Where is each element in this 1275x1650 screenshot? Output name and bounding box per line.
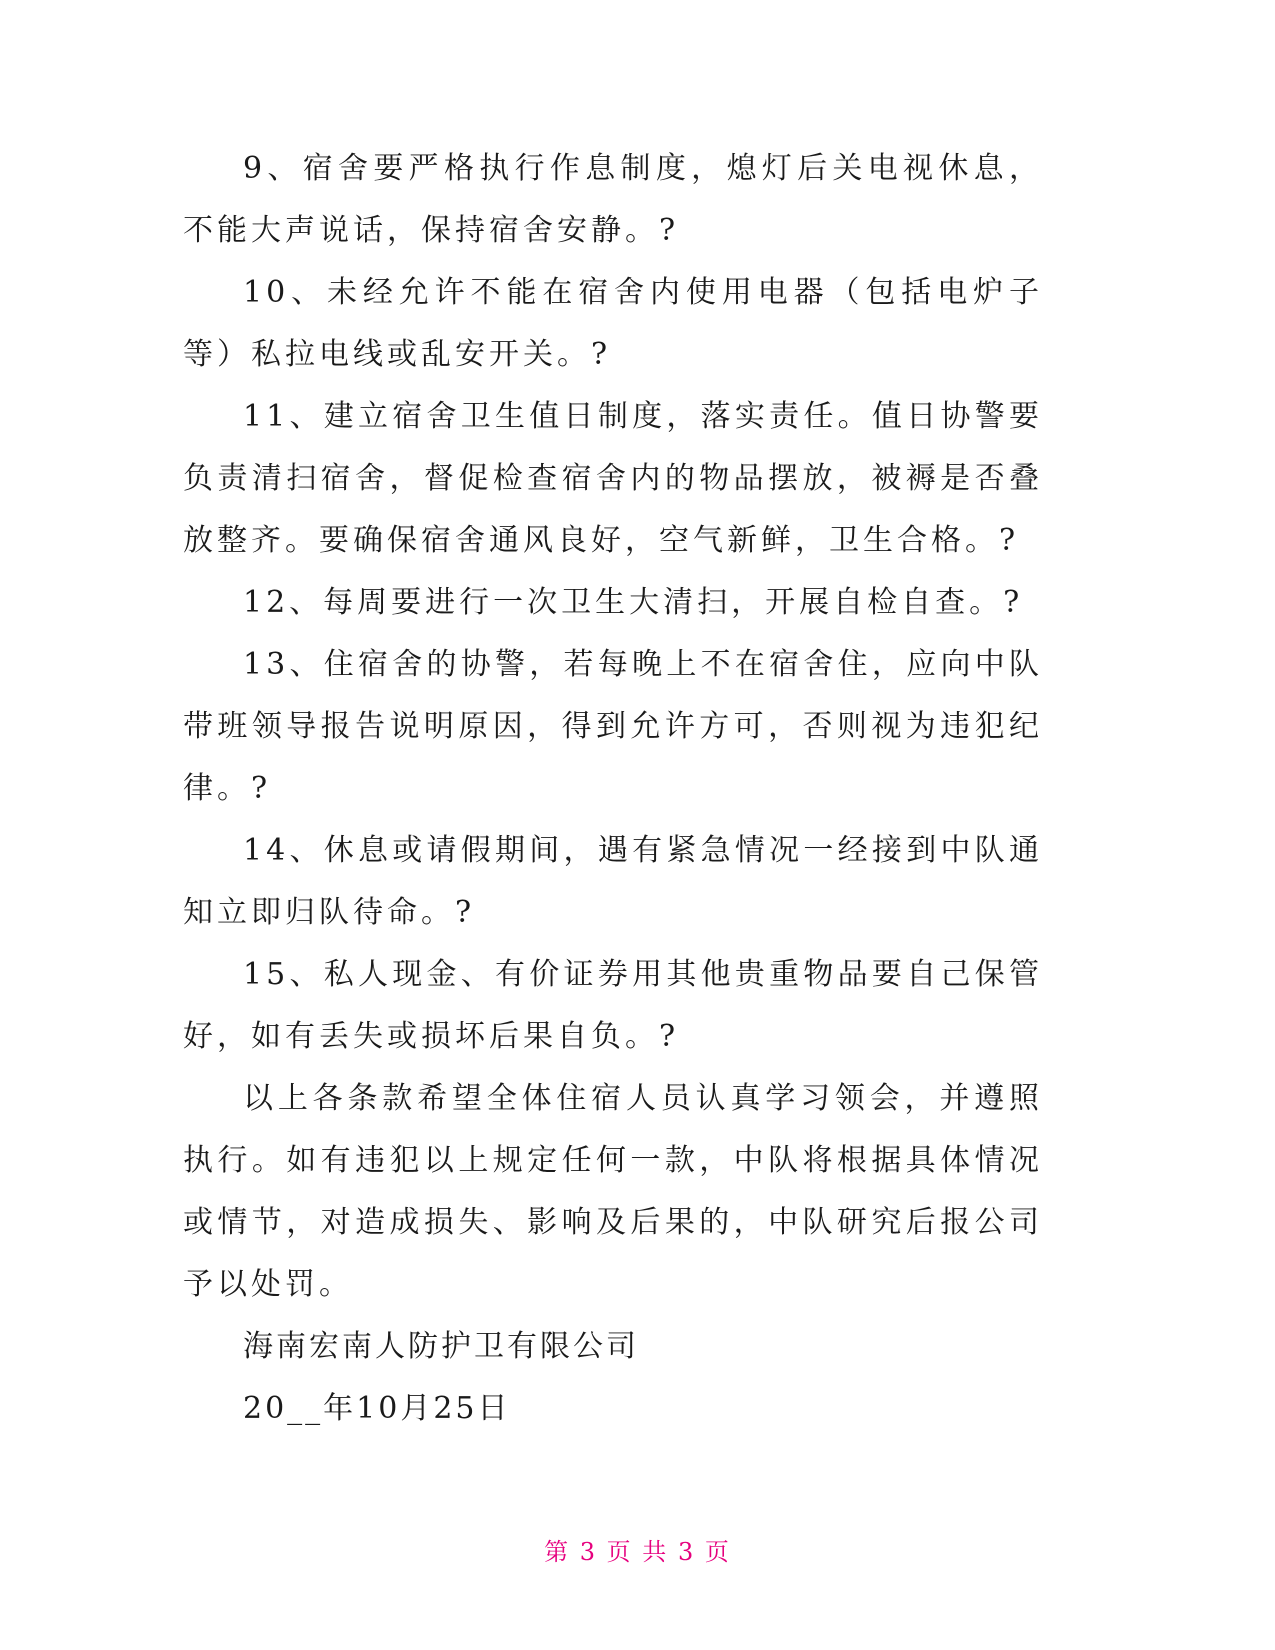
page-number-label: 第 3 页 共 3 页 (544, 1538, 731, 1566)
paragraph-rule-11: 11、建立宿舍卫生值日制度，落实责任。值日协警要负责清扫宿舍，督促检查宿舍内的物品摆放，被褥是否叠放整齐。要确保宿舍通风良好，空气新鲜，卫生合格。? (183, 399, 1043, 558)
document-date: 20__年10月25日 (243, 1391, 511, 1426)
paragraph-rule-13: 13、住宿舍的协警，若每晚上不在宿舍住，应向中队带班领导报告说明原因，得到允许方可，否则视为违犯纪律。? (183, 647, 1043, 806)
paragraph-rule-14: 14、休息或请假期间，遇有紧急情况一经接到中队通知立即归队待命。? (183, 833, 1043, 930)
paragraph-rule-15: 15、私人现金、有价证券用其他贵重物品要自己保管好，如有丢失或损坏后果自负。? (183, 957, 1043, 1054)
paragraph-rule-9: 9、宿舍要严格执行作息制度，熄灯后关电视休息，不能大声说话，保持宿舍安静。? (183, 151, 1043, 248)
paragraph-rule-12: 12、每周要进行一次卫生大清扫，开展自检自查。? (243, 585, 1024, 620)
page-footer (0, 1532, 1275, 1567)
document-body (183, 138, 1043, 1440)
paragraph-rule-10: 10、未经允许不能在宿舍内使用电器（包括电炉子等）私拉电线或乱安开关。? (183, 275, 1043, 372)
company-signature: 海南宏南人防护卫有限公司 (243, 1329, 639, 1364)
paragraph-closing: 以上各条款希望全体住宿人员认真学习领会，并遵照执行。如有违犯以上规定任何一款，中队将根据具体情况或情节，对造成损失、影响及后果的，中队研究后报公司予以处罚。 (183, 1081, 1043, 1302)
